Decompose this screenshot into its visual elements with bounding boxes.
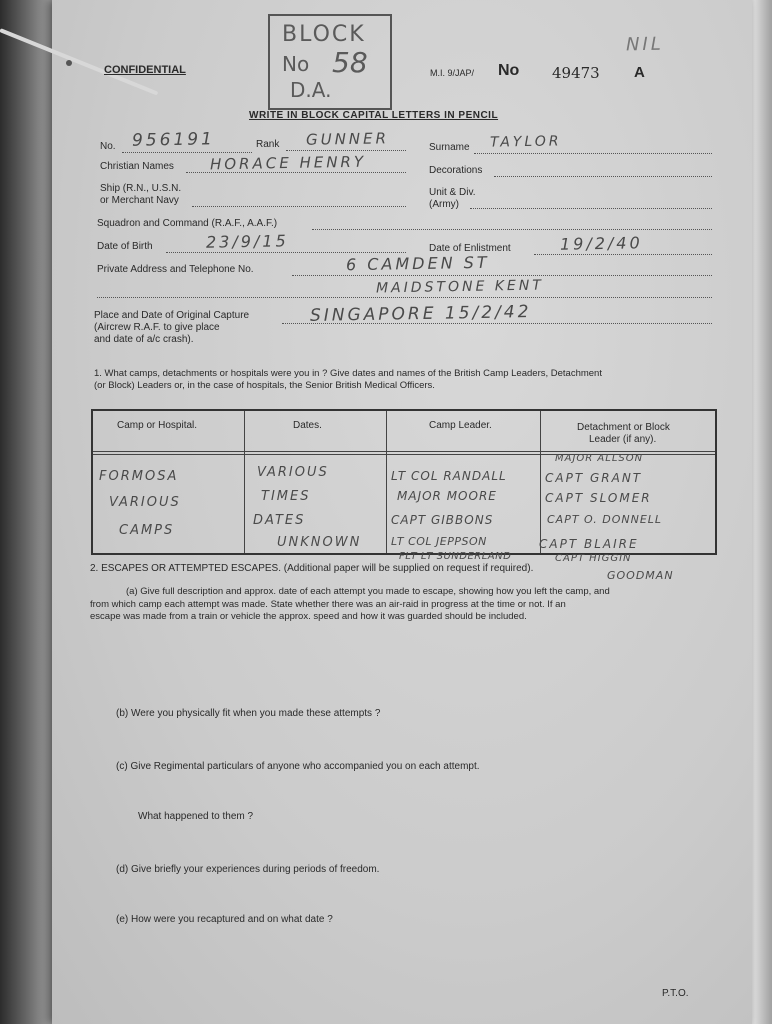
detachment-cell-4: CAPT O. DONNELL [547,513,663,526]
q1-text-1: 1. What camps, detachments or hospitals were you in ? Give dates and names of the British Camp Leaders, Detachment [94,368,602,379]
pto-label: P.T.O. [662,988,689,999]
enlist-value: 19/2/40 [559,233,643,254]
enlist-line [534,254,712,255]
detachment-cell-5: CAPT BLAIRE [539,537,639,551]
th-detachment-1: Detachment or Block [577,422,670,433]
th-camp: Camp or Hospital. [117,420,198,431]
dob-value: 23/9/15 [205,231,289,252]
no-line [122,152,252,153]
christian-label: Christian Names [100,161,174,172]
decorations-line [494,176,712,177]
ship-line [192,206,406,207]
detachment-cell-1: MAJOR ALLSON [555,453,644,464]
unit-label-2: (Army) [429,199,459,210]
dates-cell-1: VARIOUS [257,465,329,480]
punch-hole [66,60,72,66]
th-dates: Dates. [293,420,322,431]
capture-label-2: (Aircrew R.A.F. to give place [94,322,220,333]
q2-c: (c) Give Regimental particulars of anyone who accompanied you on each attempt. [116,761,480,772]
no-field-label: No. [100,141,116,152]
surname-label: Surname [429,142,470,153]
christian-value: HORACE HENRY [209,152,367,174]
th-leader: Camp Leader. [429,420,492,431]
q2-a-3: escape was made from a train or vehicle the approx. speed and how it was guarded should be included. [90,611,527,622]
address-line-2 [97,297,712,298]
q2-a-2: from which camp each attempt was made. State whether there was an air-raid in progress at the time or not. If an [90,599,566,610]
unit-label-1: Unit & Div. [429,187,476,198]
stamp-da: D.A. [290,78,332,102]
mi-ref: M.I. 9/JAP/ [430,68,475,78]
detachment-cell-6: CAPT HIGGIN [555,553,632,564]
block-stamp [268,14,392,110]
stamp-number: 58 [332,46,368,79]
q2-c-sub: What happened to them ? [138,811,254,822]
address-label: Private Address and Telephone No. [97,264,254,275]
leader-cell-4: LT COL JEPPSON [391,535,487,548]
camp-cell-2: VARIOUS [109,495,181,510]
unit-line [470,208,712,209]
instruction: WRITE IN BLOCK CAPITAL LETTERS IN PENCIL [249,110,499,121]
dates-cell-2: TIMES [261,489,311,504]
ship-label-1: Ship (R.N., U.S.N. [100,183,182,194]
address-line-1 [292,275,712,276]
squadron-line [312,229,712,230]
form-number: 49473 [552,64,600,82]
capture-label-3: and date of a/c crash). [94,334,194,345]
stamp-block: BLOCK [282,22,366,47]
th-detachment-2: Leader (if any). [589,434,657,445]
q2-d: (d) Give briefly your experiences during periods of freedom. [116,864,380,875]
dates-cell-3: DATES [253,513,306,528]
capture-value: SINGAPORE 15/2/42 [309,302,532,326]
form-letter: A [634,64,645,81]
q2-a-1: (a) Give full description and approx. date of each attempt you made to escape, showing how you left the camp, and [126,586,610,597]
detachment-cell-3: CAPT SLOMER [545,491,652,505]
surname-line [474,153,712,154]
corner-note: NIL [625,33,664,56]
dob-label: Date of Birth [97,241,153,252]
leader-cell-2: MAJOR MOORE [397,489,497,503]
q1-text-2: (or Block) Leaders or, in the case of hospitals, the Senior British Medical Officers. [94,380,435,391]
rank-value: GUNNER [305,129,390,149]
leader-cell-3: CAPT GIBBONS [391,513,494,527]
leader-cell-1: LT COL RANDALL [391,469,507,483]
decorations-label: Decorations [429,165,483,176]
no-label: No [498,62,520,79]
rank-line [286,150,406,151]
detachment-cell-7: GOODMAN [607,569,674,582]
camp-cell-3: CAMPS [119,523,175,538]
no-value: 956191 [131,129,216,151]
address-value-2: MAIDSTONE KENT [375,277,544,297]
squadron-label: Squadron and Command (R.A.F., A.A.F.) [97,218,278,229]
q2-b: (b) Were you physically fit when you made these attempts ? [116,708,381,719]
camp-cell-1: FORMOSA [99,469,179,484]
dates-cell-4: UNKNOWN [277,535,362,550]
q2-e: (e) How were you recaptured and on what date ? [116,914,333,925]
confidential-label: CONFIDENTIAL [104,64,186,76]
surname-value: TAYLOR [489,133,562,151]
ship-label-2: or Merchant Navy [100,195,179,206]
stamp-no: No [282,52,310,76]
address-value-1: 6 CAMDEN ST [345,252,490,275]
enlist-label: Date of Enlistment [429,243,511,254]
rank-label: Rank [256,139,280,150]
detachment-cell-2: CAPT GRANT [545,471,643,485]
dob-line [166,252,406,253]
q2-title: 2. ESCAPES OR ATTEMPTED ESCAPES. (Additional paper will be supplied on request if required). [90,563,534,574]
capture-label-1: Place and Date of Original Capture [94,310,250,321]
leader-cell-5: FLT LT SUNDERLAND [399,551,512,562]
